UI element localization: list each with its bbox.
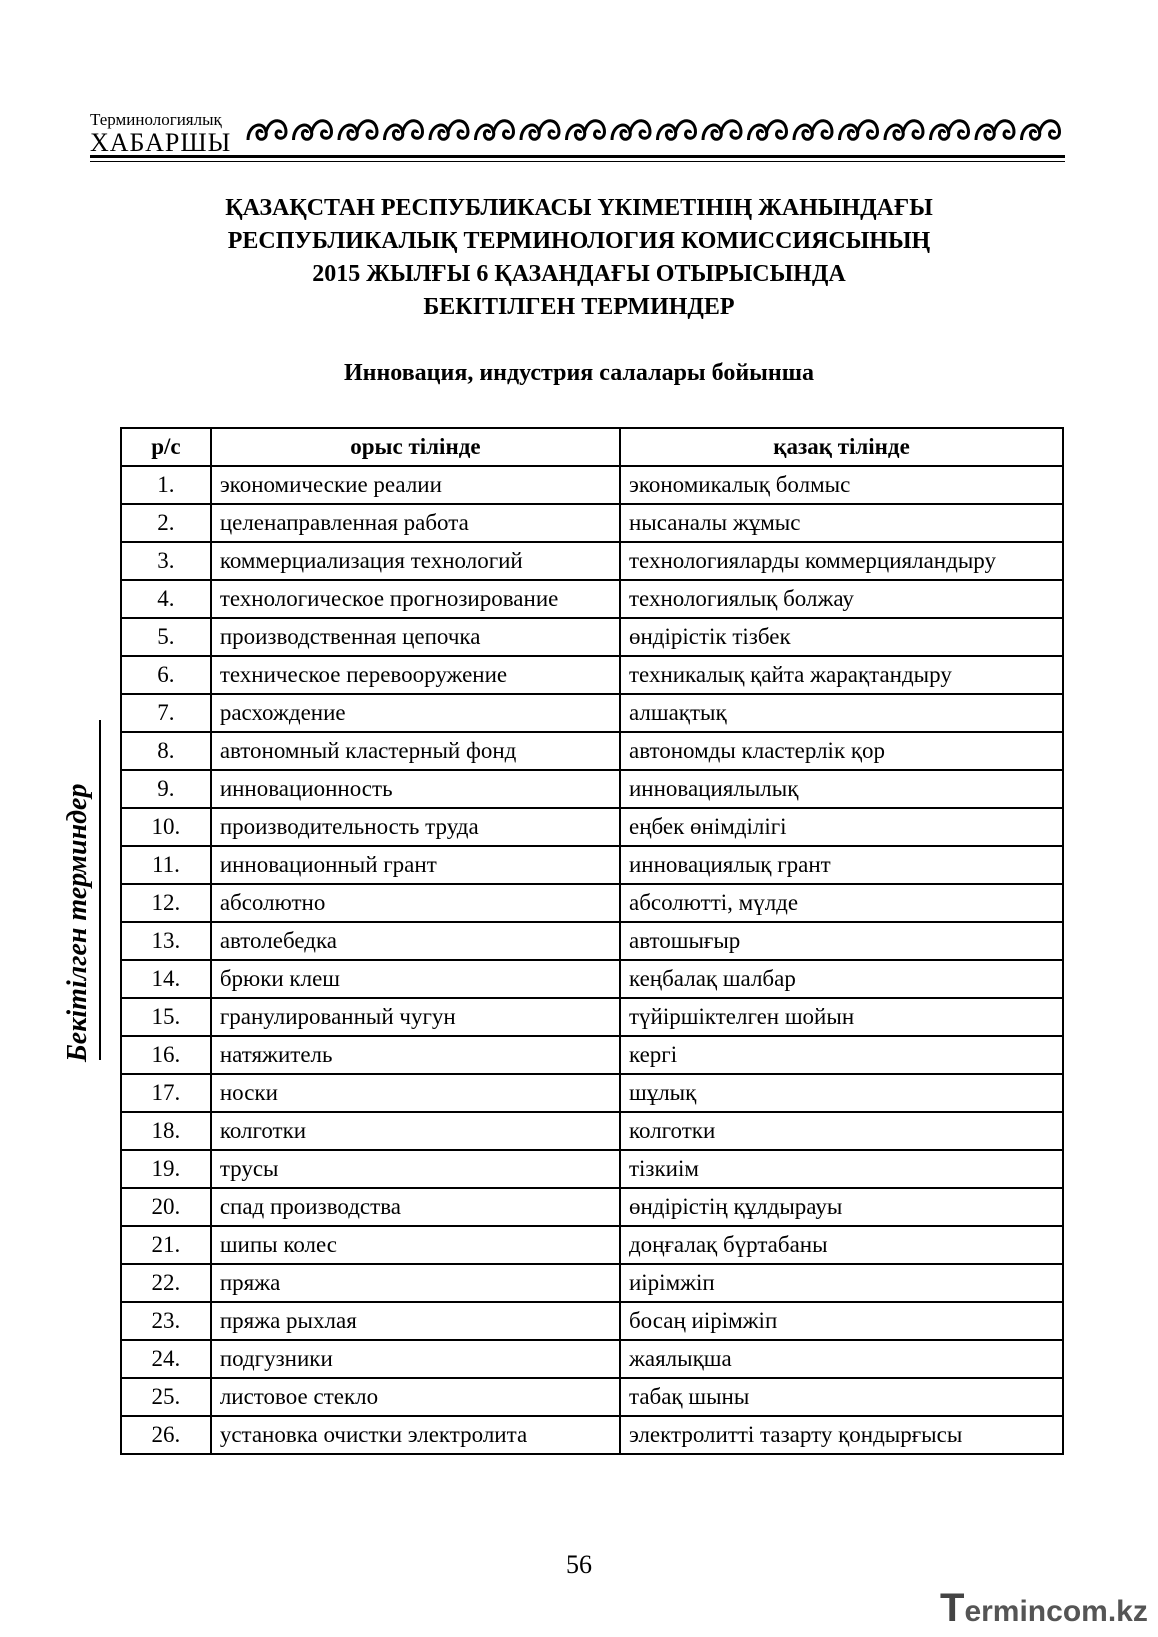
row-number: 12. xyxy=(121,884,211,922)
ornament-scroll xyxy=(521,125,539,140)
table-row xyxy=(121,922,1063,960)
russian-term: подгузники xyxy=(211,1340,620,1378)
russian-term: пряжа xyxy=(211,1264,620,1302)
table-row xyxy=(121,580,1063,618)
side-rule xyxy=(99,720,101,1060)
russian-term: брюки клеш xyxy=(211,960,620,998)
russian-term: колготки xyxy=(211,1112,620,1150)
row-number: 6. xyxy=(121,656,211,694)
row-number: 1. xyxy=(121,466,211,504)
ornament-scroll xyxy=(266,121,286,139)
table-row xyxy=(121,1302,1063,1340)
kazakh-term: кергі xyxy=(620,1036,1063,1074)
table-row xyxy=(121,466,1063,504)
ornament-scroll xyxy=(976,125,994,140)
document-title xyxy=(0,192,1158,324)
kazakh-term: түйіршіктелген шойын xyxy=(620,998,1063,1036)
kazakh-term: өндірістің құлдырауы xyxy=(620,1188,1063,1226)
russian-term: техническое перевооружение xyxy=(211,656,620,694)
ornament-scroll xyxy=(448,121,468,139)
ornament-scroll xyxy=(430,125,448,140)
ornament-scroll xyxy=(357,121,377,139)
ornament-scroll xyxy=(612,125,630,140)
row-number: 2. xyxy=(121,504,211,542)
russian-term: целенаправленная работа xyxy=(211,504,620,542)
kazakh-term: иірімжіп xyxy=(620,1264,1063,1302)
side-label: Бекітілген терминдер xyxy=(62,783,93,1062)
table-row xyxy=(121,618,1063,656)
russian-term: трусы xyxy=(211,1150,620,1188)
table-row xyxy=(121,1340,1063,1378)
ornament-scroll xyxy=(403,121,423,139)
russian-term: установка очистки электролита xyxy=(211,1416,620,1454)
table-row xyxy=(121,1378,1063,1416)
ornament-scroll xyxy=(294,125,312,140)
ornament-scroll xyxy=(494,121,514,139)
table-row xyxy=(121,998,1063,1036)
table-row xyxy=(121,1036,1063,1074)
kazakh-term: абсолютті, мүлде xyxy=(620,884,1063,922)
row-number: 14. xyxy=(121,960,211,998)
ornament-border xyxy=(242,106,1064,154)
ornament-scroll xyxy=(812,121,832,139)
ornament-scroll xyxy=(767,121,787,139)
kazakh-term: инновациялылық xyxy=(620,770,1063,808)
table-row xyxy=(121,694,1063,732)
row-number: 8. xyxy=(121,732,211,770)
russian-term: коммерциализация технологий xyxy=(211,542,620,580)
terms-table xyxy=(120,427,1064,1455)
kazakh-term: нысаналы жұмыс xyxy=(620,504,1063,542)
russian-term: натяжитель xyxy=(211,1036,620,1074)
header-kazakh: қазақ тілінде xyxy=(620,428,1063,466)
ornament-scroll xyxy=(949,121,969,139)
row-number: 19. xyxy=(121,1150,211,1188)
kazakh-term: өндірістік тізбек xyxy=(620,618,1063,656)
ornament-scroll xyxy=(476,125,494,140)
ornament-scroll xyxy=(703,125,721,140)
ornament-scroll xyxy=(585,121,605,139)
section-subtitle: Инновация, индустрия салалары бойынша xyxy=(343,360,814,386)
watermark-logo xyxy=(940,1586,1148,1631)
table-row xyxy=(121,770,1063,808)
ornament-scroll xyxy=(658,125,676,140)
table-row xyxy=(121,1188,1063,1226)
russian-term: пряжа рыхлая xyxy=(211,1302,620,1340)
row-number: 9. xyxy=(121,770,211,808)
journal-title-small: Терминологиялық xyxy=(90,110,222,129)
ornament-scroll xyxy=(1040,121,1060,139)
table-header-row xyxy=(121,428,1063,466)
ornament-scroll xyxy=(885,125,903,140)
journal-title-big: ХАБАРШЫ xyxy=(90,128,232,157)
table-row xyxy=(121,1112,1063,1150)
russian-term: носки xyxy=(211,1074,620,1112)
kazakh-term: электролитті тазарту қондырғысы xyxy=(620,1416,1063,1454)
table-row xyxy=(121,1264,1063,1302)
ornament-scroll xyxy=(339,125,357,140)
russian-term: технологическое прогнозирование xyxy=(211,580,620,618)
kazakh-term: автошығыр xyxy=(620,922,1063,960)
table-row xyxy=(121,1074,1063,1112)
row-number: 26. xyxy=(121,1416,211,1454)
kazakh-term: кеңбалақ шалбар xyxy=(620,960,1063,998)
header-number: р/с xyxy=(121,428,211,466)
watermark-part: m.kz xyxy=(1081,1595,1148,1628)
ornament-scroll xyxy=(994,121,1014,139)
kazakh-term: технологияларды коммерцияландыру xyxy=(620,542,1063,580)
row-number: 5. xyxy=(121,618,211,656)
russian-term: листовое стекло xyxy=(211,1378,620,1416)
row-number: 13. xyxy=(121,922,211,960)
ornament-scroll xyxy=(931,125,949,140)
watermark-part: o xyxy=(1062,1595,1082,1628)
ornament-scroll xyxy=(858,121,878,139)
kazakh-term: шұлық xyxy=(620,1074,1063,1112)
row-number: 25. xyxy=(121,1378,211,1416)
russian-term: расхождение xyxy=(211,694,620,732)
kazakh-term: экономикалық болмыс xyxy=(620,466,1063,504)
header-rule xyxy=(90,155,1065,158)
row-number: 23. xyxy=(121,1302,211,1340)
russian-term: спад производства xyxy=(211,1188,620,1226)
table-row xyxy=(121,846,1063,884)
table-row xyxy=(121,656,1063,694)
kazakh-term: технологиялық болжау xyxy=(620,580,1063,618)
row-number: 18. xyxy=(121,1112,211,1150)
kazakh-term: жаялықша xyxy=(620,1340,1063,1378)
ornament-scroll xyxy=(630,121,650,139)
russian-term: автолебедка xyxy=(211,922,620,960)
table-row xyxy=(121,1150,1063,1188)
row-number: 20. xyxy=(121,1188,211,1226)
ornament-scroll xyxy=(567,125,585,140)
ornament-scroll xyxy=(749,125,767,140)
table-row xyxy=(121,884,1063,922)
ornament-scroll xyxy=(903,121,923,139)
watermark-part: erminc xyxy=(964,1595,1063,1628)
ornament-scroll xyxy=(794,125,812,140)
table-row xyxy=(121,1226,1063,1264)
ornament-scroll xyxy=(840,125,858,140)
kazakh-term: инновациялық грант xyxy=(620,846,1063,884)
title-line: ҚАЗАҚСТАН РЕСПУБЛИКАСЫ ҮКІМЕТІНІҢ ЖАНЫНДАҒЫ xyxy=(225,195,933,221)
row-number: 21. xyxy=(121,1226,211,1264)
kazakh-term: босаң иірімжіп xyxy=(620,1302,1063,1340)
table-row xyxy=(121,542,1063,580)
row-number: 4. xyxy=(121,580,211,618)
title-line: РЕСПУБЛИКАЛЫҚ ТЕРМИНОЛОГИЯ КОМИССИЯСЫНЫҢ xyxy=(227,228,931,254)
kazakh-term: автономды кластерлік қор xyxy=(620,732,1063,770)
kazakh-term: табақ шыны xyxy=(620,1378,1063,1416)
kazakh-term: алшақтық xyxy=(620,694,1063,732)
header-russian: орыс тілінде xyxy=(211,428,620,466)
header-rule-thin xyxy=(90,161,1065,162)
row-number: 16. xyxy=(121,1036,211,1074)
kazakh-term: техникалық қайта жарақтандыру xyxy=(620,656,1063,694)
ornament-scroll xyxy=(248,125,266,140)
russian-term: инновационный грант xyxy=(211,846,620,884)
russian-term: шипы колес xyxy=(211,1226,620,1264)
row-number: 17. xyxy=(121,1074,211,1112)
kazakh-term: доңғалақ бүртабаны xyxy=(620,1226,1063,1264)
table-row xyxy=(121,808,1063,846)
russian-term: абсолютно xyxy=(211,884,620,922)
watermark-part: T xyxy=(940,1586,965,1630)
row-number: 22. xyxy=(121,1264,211,1302)
russian-term: производительность труда xyxy=(211,808,620,846)
ornament-scroll xyxy=(676,121,696,139)
russian-term: инновационность xyxy=(211,770,620,808)
ornament-scroll xyxy=(539,121,559,139)
row-number: 15. xyxy=(121,998,211,1036)
russian-term: экономические реалии xyxy=(211,466,620,504)
table-row xyxy=(121,732,1063,770)
kazakh-term: тізкиім xyxy=(620,1150,1063,1188)
page-number: 56 xyxy=(566,1550,592,1579)
ornament-scroll xyxy=(1022,125,1040,140)
row-number: 10. xyxy=(121,808,211,846)
row-number: 3. xyxy=(121,542,211,580)
table-row xyxy=(121,504,1063,542)
row-number: 11. xyxy=(121,846,211,884)
ornament-scroll xyxy=(385,125,403,140)
kazakh-term: колготки xyxy=(620,1112,1063,1150)
ornament-scroll xyxy=(312,121,332,139)
kazakh-term: еңбек өнімділігі xyxy=(620,808,1063,846)
russian-term: гранулированный чугун xyxy=(211,998,620,1036)
russian-term: производственная цепочка xyxy=(211,618,620,656)
russian-term: автономный кластерный фонд xyxy=(211,732,620,770)
table-row xyxy=(121,1416,1063,1454)
row-number: 7. xyxy=(121,694,211,732)
title-line: 2015 ЖЫЛҒЫ 6 ҚАЗАНДАҒЫ ОТЫРЫСЫНДА xyxy=(312,261,846,287)
title-line: БЕКІТІЛГЕН ТЕРМИНДЕР xyxy=(423,294,735,320)
ornament-scroll xyxy=(721,121,741,139)
table-row xyxy=(121,960,1063,998)
row-number: 24. xyxy=(121,1340,211,1378)
